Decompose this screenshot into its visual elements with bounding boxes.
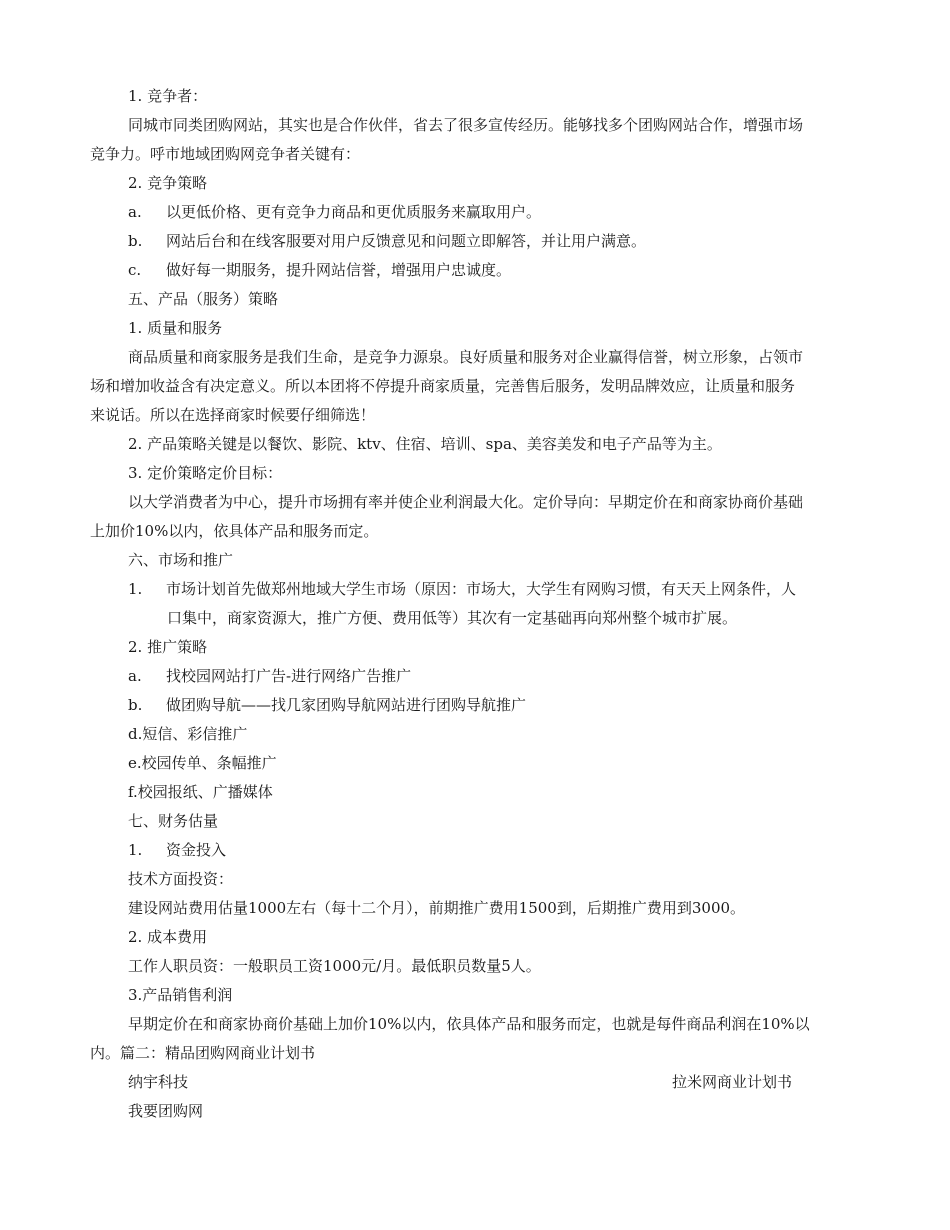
text: 五、产品（服务）策略 [128,290,279,308]
list-item-f [0,778,950,807]
list-marker: c. [128,261,142,279]
list-marker: 1. [128,580,143,598]
document-page [0,82,950,1126]
list-item-1 [0,575,950,604]
paragraph-line [0,604,950,633]
text: 1. 竞争者： [128,87,208,105]
text: d.短信、彩信推广 [128,725,248,743]
plan-title: 拉米网商业计划书 [672,1073,793,1091]
paragraph-line [0,343,950,372]
section-heading-product [0,285,950,314]
heading-cost [0,923,950,952]
text: 场和增加收益含有决定意义。所以本团将不停提升商家质量，完善售后服务，发明品牌效应，让质量和服务 [90,377,796,395]
heading-competitors [0,82,950,111]
company-name: 纳宇科技 [128,1073,189,1091]
heading-profit [0,981,950,1010]
list-marker: a. [128,667,142,685]
text: 网站后台和在线客服要对用户反馈意见和问题立即解答，并让用户满意。 [166,232,647,250]
text: 六、市场和推广 [128,551,234,569]
text: 竞争力。呼市地域团购网竞争者关键有： [90,145,361,163]
heading-competition-strategy [0,169,950,198]
text: 七、财务估量 [128,812,219,830]
cover-line [0,1068,950,1097]
list-item-b [0,227,950,256]
list-item-1 [0,836,950,865]
text: 找校园网站打广告-进行网络广告推广 [166,667,412,685]
list-marker: b. [128,696,143,714]
text: 1. 质量和服务 [128,319,223,337]
list-marker: a. [128,203,142,221]
text: 3. 定价策略定价目标： [128,464,283,482]
text: 同城市同类团购网站，其实也是合作伙伴，省去了很多宣传经历。能够找多个团购网站合作，增强市场 [128,116,804,134]
heading-quality-service [0,314,950,343]
list-marker: 1. [128,841,143,859]
section-heading-finance [0,807,950,836]
paragraph-line [0,865,950,894]
text: 2. 产品策略关键是以餐饮、影院、ktv、住宿、培训、spa、美容美发和电子产品等为主。 [128,435,722,453]
list-item-a [0,662,950,691]
paragraph-line [0,1039,950,1068]
section-heading-market [0,546,950,575]
text: 内。篇二：精品团购网商业计划书 [90,1044,316,1062]
paragraph-line [0,111,950,140]
text: 上加价10%以内，依具体产品和服务而定。 [90,522,379,540]
list-item-d [0,720,950,749]
text: 3.产品销售利润 [128,986,233,1004]
list-item-c [0,256,950,285]
text: 做团购导航——找几家团购导航网站进行团购导航推广 [166,696,527,714]
list-item-e [0,749,950,778]
text: 2. 推广策略 [128,638,208,656]
text: 早期定价在和商家协商价基础上加价10%以内，依具体产品和服务而定，也就是每件商品利润在10%以 [128,1015,810,1033]
paragraph-line [0,401,950,430]
paragraph-line [0,140,950,169]
site-name: 我要团购网 [128,1102,204,1120]
list-item-b [0,691,950,720]
text: 商品质量和商家服务是我们生命，是竞争力源泉。良好质量和服务对企业赢得信誉，树立形象，占领市 [128,348,804,366]
heading-promotion [0,633,950,662]
text: 技术方面投资： [128,870,234,888]
paragraph-line [0,372,950,401]
text: 工作人职员资：一般职员工资1000元/月。最低职员数量5人。 [128,957,541,975]
text: 以大学消费者为中心，提升市场拥有率并使企业利润最大化。定价导向：早期定价在和商家协商价基础 [128,493,804,511]
text: 建设网站费用估量1000左右（每十二个月），前期推广费用1500到，后期推广费用到3000。 [128,899,746,917]
paragraph-line [0,488,950,517]
list-marker: b. [128,232,143,250]
text: 市场计划首先做郑州地域大学生市场（原因：市场大，大学生有网购习惯，有天天上网条件，人 [166,580,797,598]
text: 资金投入 [166,841,227,859]
paragraph-line [0,517,950,546]
paragraph-line [0,952,950,981]
paragraph-line [0,894,950,923]
text: 口集中，商家资源大，推广方便、费用低等）其次有一定基础再向郑州整个城市扩展。 [167,609,738,627]
text: 2. 成本费用 [128,928,208,946]
text: 2. 竞争策略 [128,174,208,192]
heading-pricing [0,459,950,488]
paragraph-line [0,1010,950,1039]
paragraph-line [0,430,950,459]
text: 来说话。所以在选择商家时候要仔细筛选！ [90,406,376,424]
text: f.校园报纸、广播媒体 [128,783,273,801]
text: e.校园传单、条幅推广 [128,754,277,772]
text: 做好每一期服务，提升网站信誉，增强用户忠诚度。 [166,261,512,279]
cover-line [0,1097,950,1126]
text: 以更低价格、更有竞争力商品和更优质服务来赢取用户。 [166,203,542,221]
list-item-a [0,198,950,227]
